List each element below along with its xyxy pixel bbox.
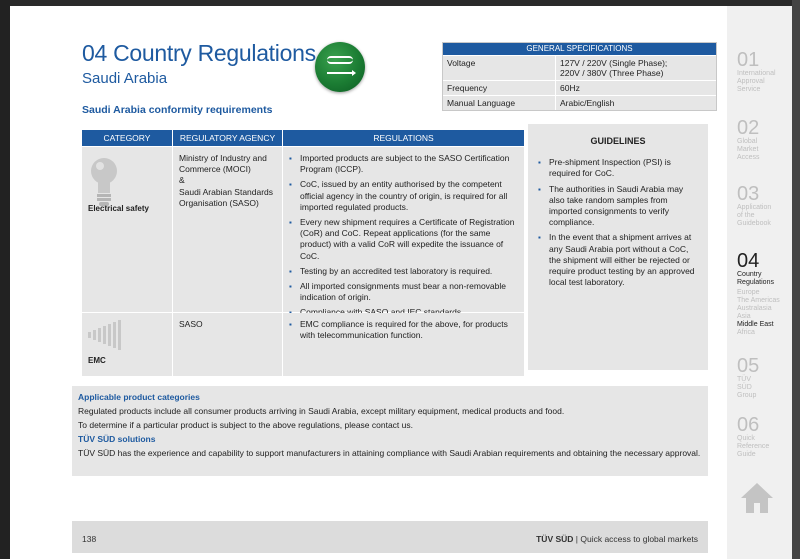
spec-value: Arabic/English (555, 96, 716, 110)
agency-line: SASO (179, 319, 203, 329)
regulations-list (289, 319, 518, 341)
category-cell-electrical (82, 147, 172, 312)
nav-number: 05 (737, 355, 760, 377)
guidelines-panel (528, 124, 708, 370)
nav-sub-list (737, 289, 781, 337)
agency-cell (173, 313, 282, 376)
nav-number: 06 (737, 414, 760, 436)
spec-value: 60Hz (555, 81, 716, 95)
category-label: EMC (88, 356, 106, 365)
guidelines-title: GUIDELINES (590, 136, 646, 146)
nav-item-05[interactable] (737, 356, 767, 400)
emc-wave-icon (86, 319, 130, 351)
regulations-list (289, 153, 518, 319)
general-specifications-table (442, 42, 717, 111)
applicable-heading: Applicable product categories (78, 392, 200, 402)
regulation-item: ▪ EMC compliance is required for the above, for products with telecommunication function. (289, 319, 518, 341)
nav-sub-item[interactable]: Australasia (737, 305, 772, 312)
spec-value-line: 127V / 220V (Single Phase); (560, 58, 668, 68)
page-footer (72, 521, 708, 553)
nav-label: Global Market Access (737, 138, 760, 161)
spec-row (443, 55, 716, 80)
applicable-line: To determine if a particular product is subject to the above regulations, please contact us. (78, 420, 413, 430)
side-navigation (727, 6, 792, 559)
page-subtitle: Saudi Arabia (82, 70, 168, 87)
nav-number: 03 (737, 183, 760, 205)
flag-sword (327, 72, 353, 74)
guideline-item: ▪ In the event that a shipment arrives at any Saudi Arabia port without a CoC, the shipment will either be rejected or require product testing by an approved local test laboratory. (538, 232, 698, 288)
nav-item-01[interactable] (737, 50, 787, 94)
nav-sub-item[interactable]: Africa (737, 329, 755, 336)
page-title: 04 Country Regulations (82, 40, 316, 66)
nav-item-06[interactable] (737, 415, 773, 459)
category-cell-emc (82, 313, 172, 376)
nav-item-04[interactable] (737, 251, 781, 337)
spec-key: Manual Language (447, 98, 516, 108)
regulation-item: ▪ Imported products are subject to the SASO Certification Program (ICCP). (289, 153, 518, 175)
home-icon[interactable] (739, 480, 775, 516)
guideline-item: ▪ Pre-shipment Inspection (PSI) is required for CoC. (538, 157, 698, 179)
regulations-cell (283, 147, 524, 312)
nav-sub-item[interactable]: The Americas (737, 297, 780, 304)
nav-item-03[interactable] (737, 184, 777, 228)
guidelines-list (528, 157, 708, 288)
nav-label: Quick Reference Guide (737, 435, 770, 458)
page-number: 138 (82, 534, 97, 544)
nav-number: 02 (737, 117, 760, 139)
section-heading: Saudi Arabia conformity requirements (82, 104, 273, 116)
spec-value (555, 56, 716, 80)
applicable-line: Regulated products include all consumer products arriving in Saudi Arabia, except military equipment, medical products and food. (78, 406, 565, 416)
saudi-flag-icon (315, 42, 365, 92)
spec-row (443, 80, 716, 95)
nav-label: International Approval Service (737, 70, 776, 93)
regulation-item: ▪ CoC, issued by an entity authorised by the competent official agency in the country of origin, is required for all imported regulated products. (289, 179, 518, 213)
regulation-item: ▪ Every new shipment requires a Certificate of Registration (CoR) and CoC. Repeat applications (for the same product) with a valid CoR will expedite the issuance of CoC. (289, 217, 518, 262)
spec-key: Voltage (447, 58, 476, 68)
nav-label: Country Regulations (737, 271, 774, 286)
solutions-heading: TÜV SÜD solutions (78, 434, 156, 444)
header-category: CATEGORY (82, 130, 172, 146)
regulations-cell (283, 313, 524, 376)
agency-line: & (179, 175, 185, 186)
nav-label: Application of the Guidebook (737, 204, 772, 227)
agency-line: Saudi Arabian Standards Organisation (SASO) (179, 186, 274, 208)
regulation-item: ▪ All imported consignments must bear a non-removable indication of origin. (289, 281, 518, 303)
header-agency: REGULATORY AGENCY (173, 130, 282, 146)
frame-left (0, 0, 10, 559)
agency-cell (173, 147, 282, 312)
header-regulations: REGULATIONS (283, 130, 524, 146)
footer-brand: TÜV SÜD (536, 534, 574, 544)
nav-sub-item-active[interactable]: Middle East (737, 321, 774, 328)
spec-key: Frequency (447, 83, 488, 93)
nav-number: 04 (737, 250, 760, 272)
spec-heading: GENERAL SPECIFICATIONS (443, 43, 716, 55)
spec-row (443, 95, 716, 110)
regulation-item: ▪ Testing by an accredited test laboratory is required. (289, 266, 518, 277)
frame-right (792, 0, 800, 559)
nav-sub-item[interactable]: Europe (737, 289, 760, 296)
footer-tagline: Quick access to global markets (580, 534, 698, 544)
solutions-text: TÜV SÜD has the experience and capability to support manufacturers in attaining compliance with Saudi Arabian requirements and obtaining the necessary approval. (78, 448, 701, 458)
nav-item-02[interactable] (737, 118, 773, 162)
footer-separator: | (573, 534, 581, 544)
nav-sub-item[interactable]: Asia (737, 313, 751, 320)
agency-line: Ministry of Industry and Commerce (MOCI) (179, 153, 267, 175)
nav-label: TÜV SÜD Group (737, 376, 757, 399)
category-label: Electrical safety (88, 204, 149, 213)
spec-value-line: 220V / 380V (Three Phase) (560, 68, 664, 78)
flag-script (327, 56, 353, 64)
nav-number: 01 (737, 49, 760, 71)
footer-brand-line (536, 534, 698, 544)
applicable-product-categories (72, 386, 708, 476)
guideline-item: ▪ The authorities in Saudi Arabia may also take random samples from imported consignments to verify compliance. (538, 184, 698, 229)
